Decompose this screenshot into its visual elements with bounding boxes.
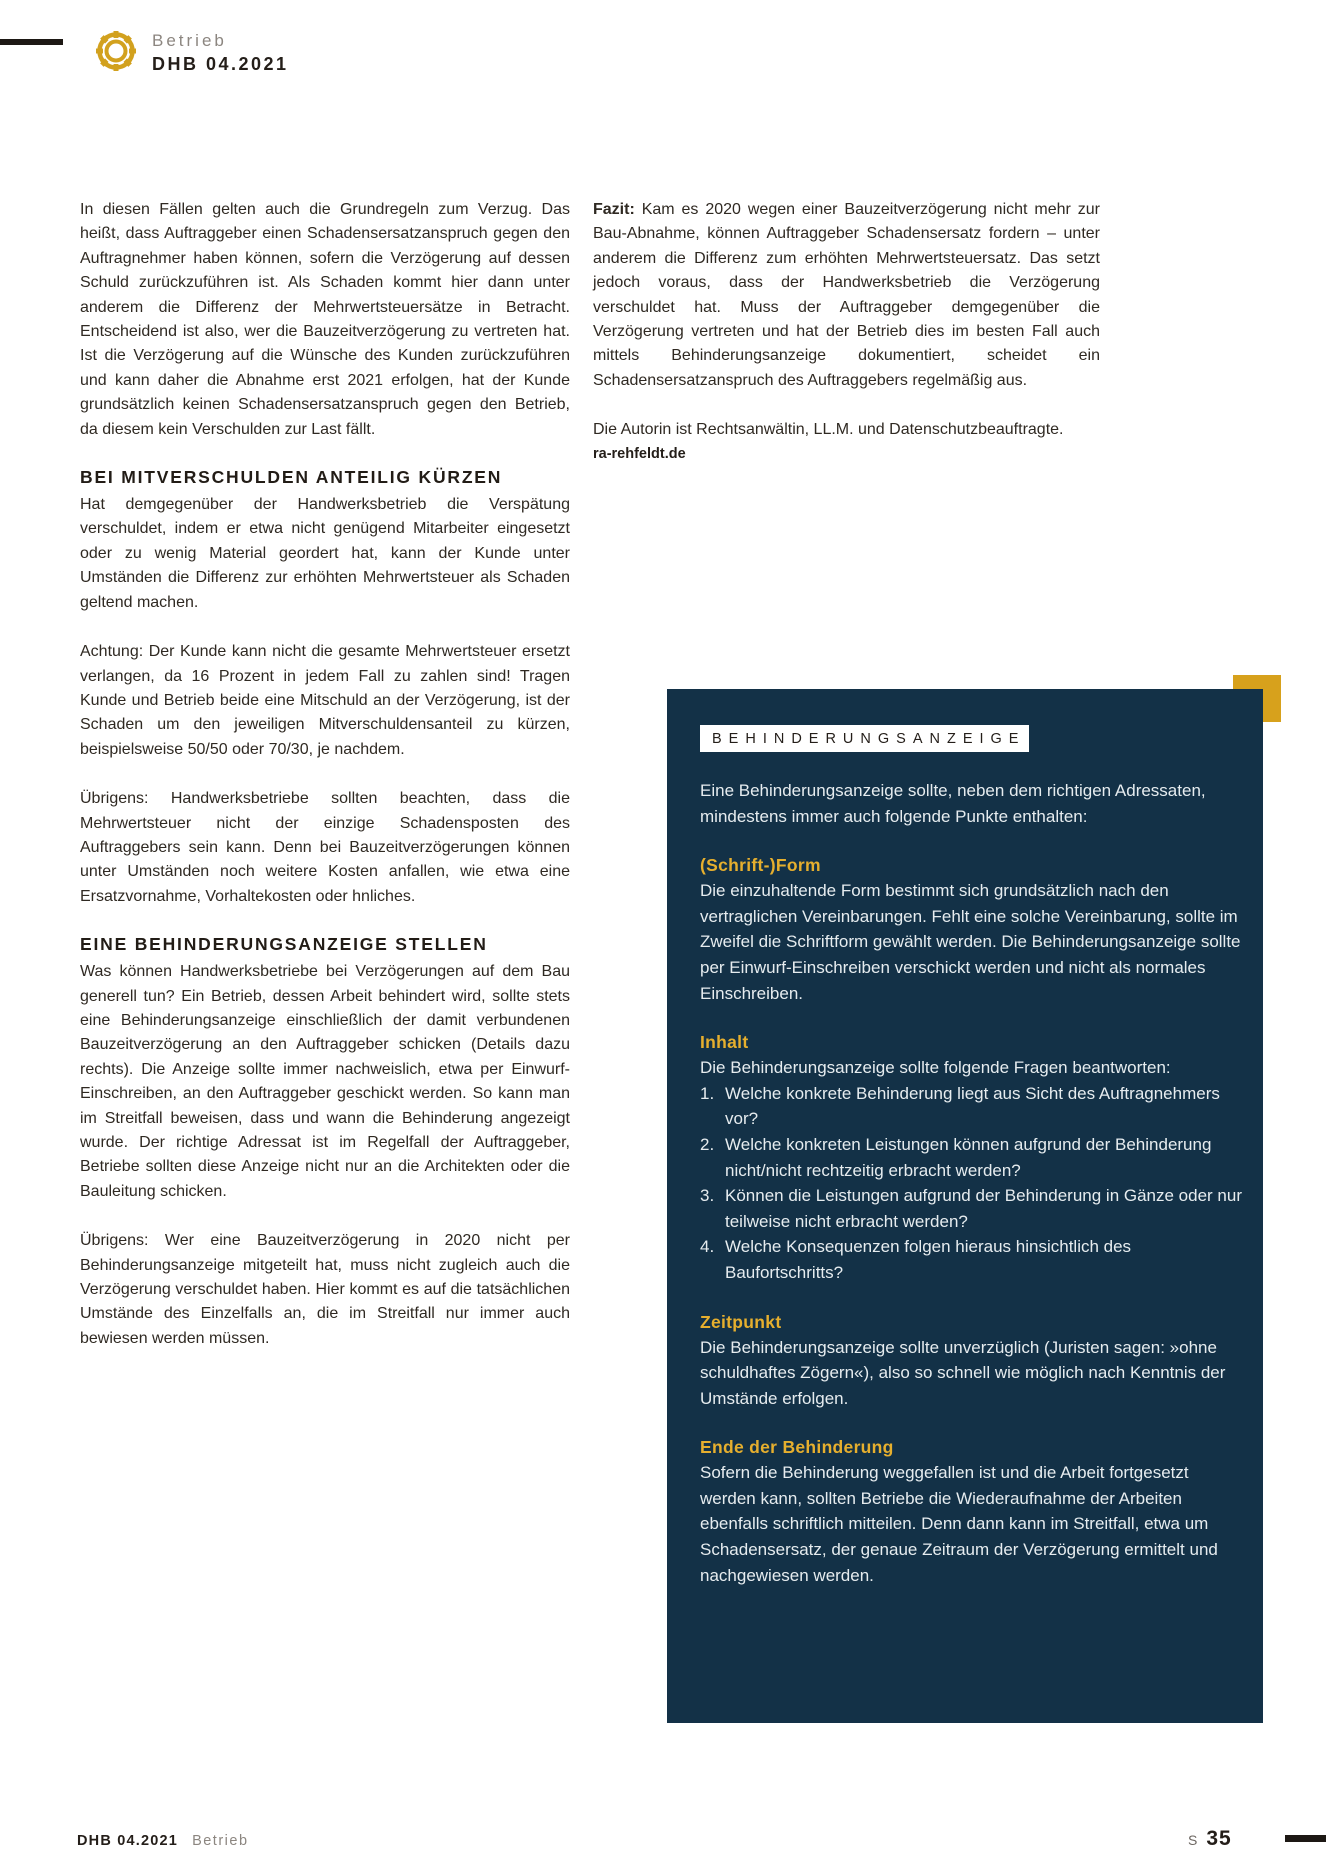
gear-icon [93, 28, 139, 79]
infobox-section-heading-zeitpunkt: Zeitpunkt [700, 1311, 782, 1332]
list-item-number: 4. [700, 1237, 715, 1257]
fazit-label: Fazit: [593, 201, 635, 218]
list-item-number: 2. [700, 1134, 715, 1154]
article-right-column [593, 198, 1100, 463]
author-website-link[interactable]: ra-rehfeldt.de [593, 445, 686, 462]
infobox-section-heading-ende: Ende der Behinderung [700, 1437, 894, 1458]
header-text [152, 28, 289, 75]
infobox-intro: Eine Behinderungsanzeige sollte, neben dem richtigen Adressaten, mindestens immer auch folgende Punkte enthalten: [700, 781, 1206, 826]
infobox-question-list [700, 1081, 1243, 1286]
footer-issue-label: DHB 04.2021 [77, 1833, 179, 1849]
list-item-text: Welche konkrete Behinderung liegt aus Sicht des Auftragnehmers vor? [725, 1083, 1220, 1129]
fazit-paragraph [593, 198, 1100, 393]
infobox-behinderungsanzeige [667, 689, 1263, 1723]
infobox-title-badge: BEHINDERUNGSANZEIGE [700, 725, 1029, 752]
footer-page-number: 35 [1206, 1827, 1232, 1850]
footer-rule [1285, 1835, 1326, 1842]
infobox-section-body: Sofern die Behinderung weggefallen ist und die Arbeit fortgesetzt werden kann, sollten Betriebe die Wiederaufnahme der Arbeiten ebenfalls schriftlich mitteilen. Denn dann kann im Streitfall, etwa um Schadensersatz, der genaue Zeitraum der Verzögerung ermittelt und nachgewiesen werden. [700, 1463, 1218, 1585]
article-left-column [80, 198, 570, 1376]
list-item-text: Welche Konsequenzen folgen hieraus hinsichtlich des Baufortschritts? [725, 1237, 1132, 1282]
top-left-rule [0, 39, 63, 45]
list-item [700, 1234, 1243, 1285]
list-item [700, 1183, 1243, 1234]
infobox-section-heading-form: (Schrift-)Form [700, 855, 821, 876]
footer-left [77, 1833, 249, 1849]
list-item-text: Können die Leistungen aufgrund der Behinderung in Gänze oder nur teilweise nicht erbracht werden? [725, 1186, 1242, 1231]
section-heading: BEI MITVERSCHULDEN ANTEILIG KÜRZEN [80, 467, 503, 488]
list-item [700, 1132, 1243, 1183]
list-item [700, 1081, 1243, 1132]
list-item-number: 3. [700, 1186, 715, 1206]
paragraph: In diesen Fällen gelten auch die Grundregeln zum Verzug. Das heißt, dass Auftraggeber einen Schadensersatzanspruch gegen den Auftragnehmer haben können, sofern die Verzögerung auf dessen Schuld zurückzuführen ist. Als Schaden kommt hier dann unter anderem die Differenz der Mehrwertsteuersätze in Betracht. Entscheidend ist also, wer die Bauzeitverzögerung zu vertreten hat. Ist die Verzögerung auf die Wünsche des Kunden zurückzuführen und kann daher die Abnahme erst 2021 erfolgen, hat der Kunde grundsätzlich keinen Schadensersatzanspruch gegen den Betrieb, da diesem kein Verschulden zur Last fällt. [80, 201, 570, 438]
infobox-section-body: Die Behinderungsanzeige sollte folgende Fragen beantworten: [700, 1058, 1171, 1078]
paragraph: Übrigens: Wer eine Bauzeitverzögerung in 2020 nicht per Behinderungsanzeige mitgeteilt hat, muss nicht zugleich auch die Verzögerung verschuldet haben. Hier kommt es auf die tatsächlichen Umstände des Einzelfalls an, die im Streitfall nur immer auch bewiesen werden müssen. [80, 1232, 570, 1347]
header-issue-label: DHB 04.2021 [152, 54, 289, 74]
infobox-section-heading-inhalt: Inhalt [700, 1032, 749, 1053]
infobox-section-body: Die einzuhaltende Form bestimmt sich grundsätzlich nach den vertraglichen Vereinbarungen. Fehlt eine solche Vereinbarung, sollte im Zweifel die Schriftform gewählt werden. Die Behinderungsanzeige sollte per Einwurf-Einschreiben verschickt werden und nicht als normales Einschreiben. [700, 881, 1241, 1003]
footer-section-label: Betrieb [192, 1833, 249, 1849]
paragraph: Hat demgegenüber der Handwerksbetrieb die Verspätung verschuldet, indem er etwa nicht genügend Mitarbeiter eingesetzt oder zu wenig Material geordert hat, kann der Kunde unter Umständen die Differenz zur erhöhten Mehrwertsteuer als Schaden geltend machen. [80, 496, 570, 611]
paragraph: Was können Handwerksbetriebe bei Verzögerungen auf dem Bau generell tun? Ein Betrieb, dessen Arbeit behindert wird, sollte stets eine Behinderungsanzeige einschließlich der damit verbundenen Bauzeitverzögerung an den Auftraggeber schicken (Details dazu rechts). Die Anzeige sollte immer nachweislich, etwa per Einwurf-Einschreiben, an den Auftraggeber geschickt werden. So kann man im Streitfall beweisen, dass und wann die Behinderung angezeigt wurde. Der richtige Adressat ist im Regelfall der Auftraggeber, Betriebe sollten diese Anzeige nicht nur an die Architekten oder die Bauleitung schicken. [80, 963, 570, 1200]
infobox-section-body: Die Behinderungsanzeige sollte unverzüglich (Juristen sagen: »ohne schuldhaftes Zögern«), also so schnell wie möglich nach Kenntnis der Umstände erfolgen. [700, 1337, 1226, 1408]
paragraph: Achtung: Der Kunde kann nicht die gesamte Mehrwertsteuer ersetzt verlangen, da 16 Prozent in jedem Fall zu zahlen sind! Tragen Kunde und Betrieb beide eine Mitschuld an der Verzögerung, ist der Schaden um den jeweiligen Mitverschuldensanteil zu kürzen, beispielsweise 50/50 oder 70/30, je nachdem. [80, 643, 570, 758]
footer-page-indicator [1188, 1827, 1232, 1851]
page-header [93, 28, 289, 79]
paragraph: Übrigens: Handwerksbetriebe sollten beachten, dass die Mehrwertsteuer nicht der einzige Schadensposten des Auftraggebers sein kann. Denn bei Bauzeitverzögerungen können unter Umständen noch weitere Kosten anfallen, wie etwa eine Ersatzvornahme, Vorhaltekosten oder hnliches. [80, 790, 570, 905]
fazit-text: Kam es 2020 wegen einer Bauzeitverzögerung nicht mehr zur Bau-Abnahme, können Auftraggeber Schadensersatz fordern – unter anderem die Differenz zum erhöhten Mehrwertsteuersatz. Das setzt jedoch voraus, dass der Handwerksbetrieb die Verzögerung verschuldet hat. Muss der Auftraggeber demgegenüber die Verzögerung vertreten und hat der Betrieb dies im besten Fall auch mittels Behinderungsanzeige dokumentiert, scheidet ein Schadensersatzanspruch des Auftraggebers regelmäßig aus. [593, 201, 1100, 389]
list-item-number: 1. [700, 1083, 715, 1103]
footer-page-prefix: S [1188, 1832, 1199, 1848]
list-item-text: Welche konkreten Leistungen können aufgrund der Behinderung nicht/nicht rechtzeitig erbracht werden? [725, 1134, 1212, 1180]
header-section-label: Betrieb [152, 31, 227, 50]
author-note: Die Autorin ist Rechtsanwältin, LL.M. und Datenschutzbeauftragte. [593, 421, 1064, 439]
section-heading: EINE BEHINDERUNGSANZEIGE STELLEN [80, 934, 488, 955]
